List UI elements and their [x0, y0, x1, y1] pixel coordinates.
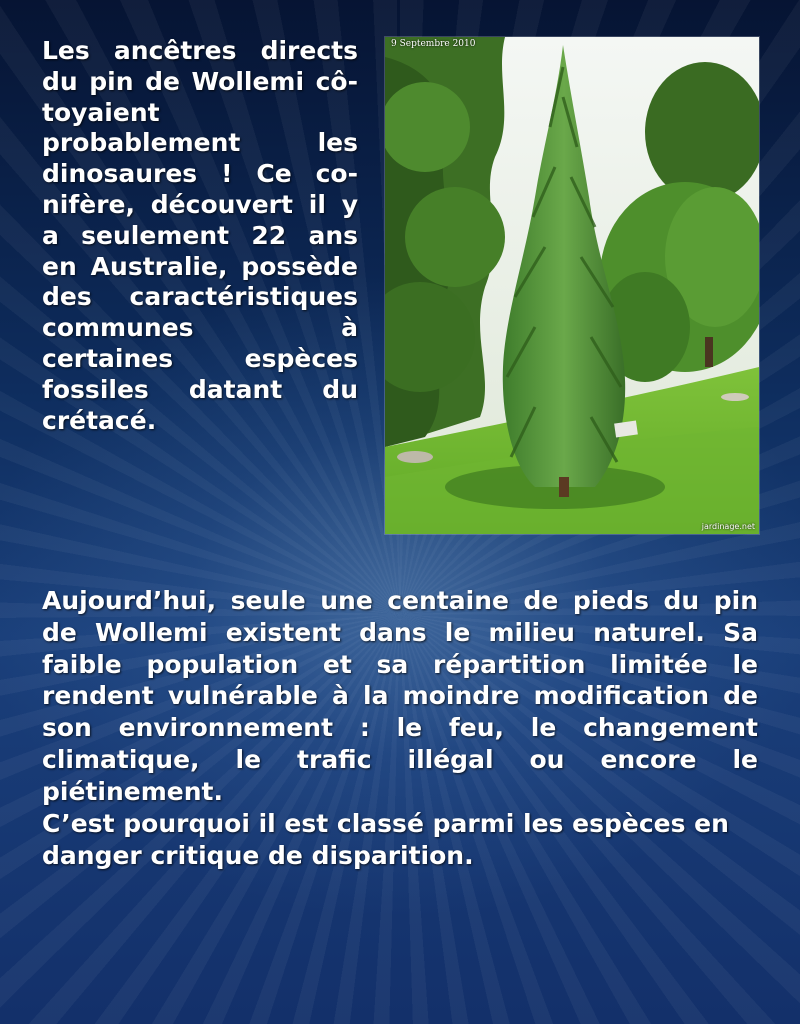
- paragraph-conservation-status: C’est pourquoi il est classé parmi les espèces en danger critique de disparition.: [42, 809, 729, 870]
- photo-date-stamp: 9 Septembre 2010: [391, 39, 476, 49]
- paragraph-population: Aujourd’hui, seule une centaine de pieds du pin de Wollemi existent dans le milieu naturel. Sa faible population et sa répartition limitée le rendent vulnérable à la moindre modification de son environnement : le feu, le changement climatique, le trafic illégal ou encore le piétinement.: [42, 586, 758, 806]
- wollemi-pine-photo: [384, 36, 760, 535]
- intro-paragraph: Les ancêtres directs du pin de Wollemi côtoyaient probablement les dinosaures ! Ce conifère, découvert il y a seulement 22 ans en Australie, possède des caractéristiques communes à certaines espèces fossiles datant du crétacé.: [42, 36, 358, 435]
- photo-watermark: jardinage.net: [701, 522, 755, 531]
- photo-illustration: [385, 37, 759, 534]
